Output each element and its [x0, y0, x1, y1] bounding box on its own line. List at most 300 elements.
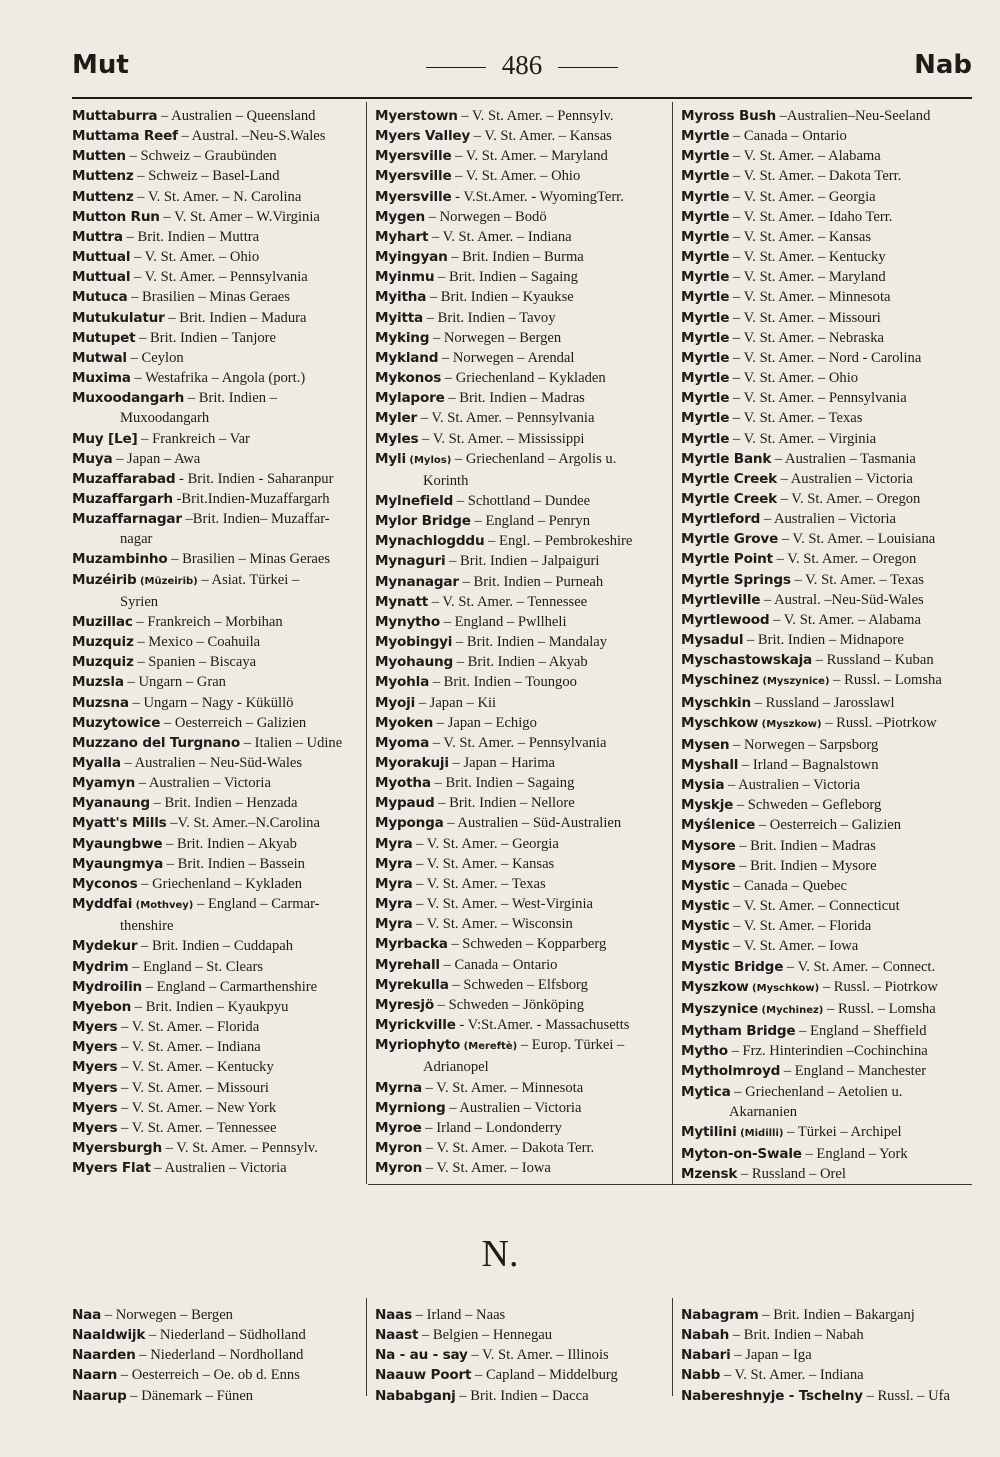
entry-location: – Russl. – Ufa — [862, 1387, 951, 1404]
entry-headword: Myler — [375, 410, 417, 427]
gazetteer-entry — [681, 1021, 973, 1041]
gazetteer-entry — [681, 489, 973, 509]
entry-headword: Myrtle — [681, 269, 730, 286]
entry-location: – V. St. Amer. – Minnesota — [421, 1079, 584, 1096]
header-dash-left — [426, 67, 486, 68]
entry-location: – V. St. Amer. – Louisiana — [778, 531, 936, 548]
entry-headword: Muttual — [72, 249, 131, 266]
entry-headword: Naarup — [72, 1387, 127, 1404]
entry-location: – Russland – Orel — [737, 1166, 846, 1183]
gazetteer-entry — [681, 1082, 973, 1122]
entry-location: – Irland – Londonderry — [421, 1119, 562, 1136]
gazetteer-entry — [72, 1138, 364, 1158]
gazetteer-entry — [375, 1365, 667, 1385]
gazetteer-entry — [681, 126, 973, 146]
gazetteer-entry — [375, 328, 667, 348]
entry-location: – Brit. Indien – Madras — [444, 390, 585, 407]
entry-headword: Mytilini — [681, 1123, 737, 1140]
entry-headword: Myresjö — [375, 996, 435, 1013]
gazetteer-entry — [72, 1037, 364, 1057]
entry-headword: Mytham Bridge — [681, 1023, 796, 1040]
entry-headword: Myrtle Springs — [681, 571, 791, 588]
section-letter-n: N. — [481, 1233, 519, 1275]
entry-headword: Mylapore — [375, 390, 445, 407]
entry-location: – Russland – Jarosslawl — [751, 694, 895, 711]
entry-headword: Mydekur — [72, 938, 138, 955]
entry-location: – V. St. Amer. – Nebraska — [729, 329, 884, 346]
entry-headword: Myers — [72, 1019, 118, 1036]
entry-location: – V. St. Amer. – Minnesota — [729, 289, 891, 306]
entry-headword: Muttaburra — [72, 108, 158, 124]
entry-location: – V. St. Amer. – Dakota Terr. — [729, 168, 902, 185]
entry-headword: Mynytho — [375, 613, 441, 630]
entry-location: – Australien – Victoria — [776, 470, 913, 487]
entry-location: – Schottland – Dundee — [453, 492, 591, 509]
entry-headword: Myrtleville — [681, 591, 761, 608]
entry-location: – V. St. Amer. – Georgia — [412, 835, 559, 852]
entry-location: – V. St. Amer. – Texas — [729, 410, 863, 427]
entry-headword: Myross Bush — [681, 108, 776, 124]
entry-headword: Muzsna — [72, 694, 129, 711]
entry-location: – V. St. Amer. – Kentucky — [117, 1059, 274, 1076]
gazetteer-entry — [72, 632, 364, 652]
entry-location: – Canada – Ontario — [439, 956, 558, 973]
gazetteer-entry — [72, 773, 364, 793]
gazetteer-entry — [375, 672, 667, 692]
entry-headword: Myerstown — [375, 108, 458, 124]
entry-headword: Myddfai — [72, 896, 133, 913]
gazetteer-entry — [375, 368, 667, 388]
entry-location: – V. St. Amer. – Kentucky — [729, 249, 886, 266]
gazetteer-entry — [375, 1098, 667, 1118]
entry-headword: Myers — [72, 1039, 118, 1056]
entry-alternate-name: (Mereftè) — [460, 1041, 518, 1053]
entry-headword: Myers Flat — [72, 1160, 151, 1177]
gazetteer-entry — [72, 368, 364, 388]
entry-headword: Myrniong — [375, 1099, 446, 1116]
entry-location: – Norwegen – Bergen — [429, 329, 562, 346]
gazetteer-entry — [681, 1164, 973, 1184]
entry-location: -Brit.Indien-Muzaffargarh — [172, 490, 330, 507]
entry-headword: Myrtle — [681, 309, 730, 326]
entry-location: – Norwegen – Arendal — [438, 349, 575, 366]
gazetteer-entry — [375, 408, 667, 428]
gazetteer-entry — [72, 166, 364, 186]
entry-headword: Mystic — [681, 898, 730, 915]
entry-location: – Griechenland – Kykladen — [137, 875, 303, 892]
entry-headword: Nabah — [681, 1327, 730, 1344]
entry-location: – Brit. Indien – Mysore — [735, 857, 877, 874]
entry-location: – V. St. Amer. – Pennsylvania — [729, 390, 907, 407]
entry-headword: Muttual — [72, 269, 131, 286]
entry-headword: Myra — [375, 835, 413, 852]
entry-headword: Nabb — [681, 1367, 721, 1384]
gazetteer-entry — [681, 1061, 973, 1081]
entry-location: – V. St. Amer. – Wisconsin — [412, 916, 573, 933]
entry-headword: Myrekulla — [375, 976, 449, 993]
entry-location: – Russl. – Piotrkow — [819, 978, 938, 995]
gazetteer-entry — [375, 166, 667, 186]
gazetteer-entry — [72, 813, 364, 833]
entry-location: – Russl. – Lomsha — [829, 672, 942, 689]
entry-headword: Myschastowskaja — [681, 652, 813, 669]
entry-location: – Brit. Indien – Muttra — [122, 228, 260, 245]
entry-continuation: Akarnanien — [729, 1103, 798, 1120]
gazetteer-entry — [375, 693, 667, 713]
entry-location: – Australien – Neu-Süd-Wales — [120, 755, 303, 771]
entry-location: – V. St. Amer. – Iowa — [422, 1160, 551, 1177]
entry-location: – V. St. Amer. – Tennessee — [428, 593, 588, 610]
entry-headword: Mykland — [375, 349, 439, 366]
entry-location: – Capland – Middelburg — [471, 1367, 618, 1384]
entry-headword: Mynatt — [375, 593, 429, 610]
entry-headword: Mutukulatur — [72, 309, 165, 326]
gazetteer-entry — [681, 1386, 973, 1406]
entry-location: – Dänemark – Fünen — [126, 1387, 254, 1404]
entry-location: – V. St. Amer. – Indiana — [117, 1039, 261, 1056]
gazetteer-entry — [375, 388, 667, 408]
gazetteer-entry — [375, 1386, 667, 1406]
gazetteer-entry — [72, 977, 364, 997]
gazetteer-entry — [681, 1345, 973, 1365]
entry-headword: Myrtle — [681, 410, 730, 427]
entry-headword: Myinmu — [375, 269, 435, 286]
gazetteer-entry — [375, 652, 667, 672]
gazetteer-entry — [681, 815, 973, 835]
entry-location: – V. St. Amer. – New York — [117, 1099, 277, 1116]
entry-headword: Myingyan — [375, 249, 448, 266]
entry-location: – Brit. Indien – Akyab — [162, 835, 297, 852]
gazetteer-entry — [72, 267, 364, 287]
entry-headword: Mutuca — [72, 289, 128, 306]
entry-location: – Schweiz – Basel-Land — [133, 168, 280, 185]
gazetteer-entry — [681, 388, 973, 408]
entry-location: – V. St. Amer. – Alabama — [769, 611, 921, 628]
entry-headword: Myrtle — [681, 249, 730, 266]
entry-headword: Muttra — [72, 228, 123, 245]
entry-location: – England – Penryn — [470, 513, 591, 530]
gazetteer-entry — [72, 957, 364, 977]
gazetteer-entry — [681, 187, 973, 207]
entry-headword: Muttama Reef — [72, 128, 178, 145]
entry-location: – Schweden – Jönköping — [434, 996, 584, 1013]
entry-location: - V:St.Amer. - Massachusetts — [455, 1017, 630, 1034]
entry-headword: Myron — [375, 1160, 423, 1177]
entry-headword: Myszynice — [681, 1000, 759, 1017]
gazetteer-entry — [72, 187, 364, 207]
entry-location: – Spanien – Biscaya — [133, 654, 257, 671]
entry-headword: Myra — [375, 875, 413, 892]
entry-continuation: thenshire — [120, 918, 174, 935]
entry-alternate-name: (Myschkow) — [748, 982, 820, 994]
entry-location: – Brit. Indien – Kyaukse — [426, 289, 574, 306]
entry-headword: Myponga — [375, 815, 444, 832]
gazetteer-entry — [681, 328, 973, 348]
entry-location: – V. St. Amer. – Ohio — [130, 249, 260, 266]
n-column-divider-2 — [672, 1298, 673, 1396]
entry-location: – V. St. Amer. – Ohio — [451, 168, 581, 185]
entry-headword: Muzambinho — [72, 551, 168, 568]
gazetteer-entry — [681, 469, 973, 489]
entry-headword: Mykonos — [375, 370, 442, 387]
gazetteer-entry — [72, 652, 364, 672]
entry-location: – Australien – Tasmania — [771, 450, 916, 467]
entry-headword: Myamyn — [72, 775, 136, 792]
entry-location: – Griechenland – Aetolien u. — [730, 1083, 903, 1100]
entry-headword: Muzaffargarh — [72, 490, 173, 507]
column-2 — [375, 106, 667, 1178]
gazetteer-entry — [681, 549, 973, 569]
entry-location: – Schweiz – Graubünden — [125, 148, 277, 165]
entry-location: – Niederland – Südholland — [145, 1327, 306, 1344]
entry-headword: Mysen — [681, 736, 730, 753]
entry-location: – Schweden – Kopparberg — [447, 936, 607, 953]
gazetteer-entry — [375, 1345, 667, 1365]
gazetteer-entry — [375, 207, 667, 227]
entry-headword: Myrtle — [681, 289, 730, 306]
gazetteer-entry — [681, 146, 973, 166]
gazetteer-entry — [72, 733, 364, 753]
gazetteer-entry — [681, 693, 973, 713]
gazetteer-entry — [375, 934, 667, 954]
entry-headword: Myotha — [375, 775, 431, 792]
gazetteer-entry — [681, 106, 973, 126]
gazetteer-entry — [681, 227, 973, 247]
entry-headword: Myconos — [72, 875, 138, 892]
entry-location: – England – Manchester — [780, 1063, 927, 1080]
gazetteer-entry — [72, 287, 364, 307]
entry-location: – Brit. Indien – Nabah — [729, 1327, 864, 1344]
entry-headword: Myebon — [72, 998, 132, 1015]
entry-location: – Brit. Indien – — [184, 390, 277, 407]
column-1 — [72, 106, 364, 1178]
gazetteer-entry — [72, 146, 364, 166]
gazetteer-entry — [681, 713, 973, 735]
n-column-2 — [375, 1305, 667, 1406]
entry-headword: Myrtle — [681, 370, 730, 387]
entry-location: – Schweden – Elfsborg — [448, 976, 588, 993]
entry-location: – V. St. Amer. – Virginia — [729, 430, 877, 447]
entry-location: – England – Sheffield — [795, 1023, 927, 1040]
gazetteer-entry — [681, 735, 973, 755]
gazetteer-entry — [681, 1365, 973, 1385]
entry-headword: Mutwal — [72, 349, 127, 366]
entry-headword: Myking — [375, 329, 430, 346]
column-bottom-rule-3 — [672, 1184, 972, 1185]
gazetteer-entry — [681, 509, 973, 529]
entry-location: – Brasilien – Minas Geraes — [127, 289, 290, 306]
gazetteer-entry — [72, 388, 364, 428]
gazetteer-entry — [72, 1098, 364, 1118]
entry-location: – Brit. Indien – Bassein — [163, 855, 305, 872]
entry-location: – Russl. – Lomsha — [823, 1000, 936, 1017]
entry-location: – Australien – Victoria — [150, 1160, 287, 1177]
entry-headword: Myrtle — [681, 329, 730, 346]
gazetteer-entry — [72, 489, 364, 509]
entry-headword: Nabagram — [681, 1307, 759, 1323]
gazetteer-entry — [72, 549, 364, 569]
entry-location: – Australien – Victoria — [445, 1099, 582, 1116]
gazetteer-entry — [72, 227, 364, 247]
gazetteer-entry — [72, 672, 364, 692]
entry-headword: Myitha — [375, 289, 427, 306]
entry-location: – England – Carmarthenshire — [142, 978, 318, 995]
gazetteer-entry — [72, 308, 364, 328]
gazetteer-entry — [72, 753, 364, 773]
entry-headword: Myers Valley — [375, 128, 471, 145]
gazetteer-entry — [72, 1078, 364, 1098]
column-bottom-rule-2 — [368, 1184, 672, 1185]
entry-location: – Japan – Iga — [730, 1347, 812, 1364]
entry-location: – Irland – Bagnalstown — [738, 757, 879, 773]
entry-headword: Myrtle Grove — [681, 531, 779, 548]
entry-continuation: Syrien — [120, 593, 159, 610]
gazetteer-entry — [375, 247, 667, 267]
gazetteer-entry — [681, 670, 973, 692]
entry-location: – England – Carmar- — [193, 896, 320, 913]
entry-headword: Mutupet — [72, 329, 136, 346]
entry-headword: Myoken — [375, 714, 434, 731]
entry-location: – Brit. Indien – Madura — [164, 309, 307, 326]
entry-location: – Russl. –Piotrkow — [821, 714, 937, 731]
entry-location: – V. St. Amer. – Pennsylvania — [130, 269, 308, 286]
entry-headword: Myrtleford — [681, 511, 761, 528]
entry-headword: Muzytowice — [72, 714, 161, 731]
gazetteer-entry — [375, 1015, 667, 1035]
entry-headword: Myohaung — [375, 654, 454, 671]
gazetteer-entry — [681, 775, 973, 795]
entry-location: – Japan – Kii — [415, 694, 497, 711]
entry-location: – Australien – Victoria — [135, 775, 271, 792]
entry-location: – V. St. Amer. – Mississippi — [418, 430, 585, 447]
column-3 — [681, 106, 973, 1184]
entry-headword: Myrtle — [681, 349, 730, 366]
entry-location: – Brit. Indien – Sagaing — [434, 269, 578, 286]
gazetteer-entry — [375, 894, 667, 914]
entry-location: – V. St. Amer. – Pennsylvania — [429, 734, 607, 751]
gazetteer-entry — [681, 368, 973, 388]
entry-headword: Mytholmroyd — [681, 1063, 781, 1080]
entry-location: – Norwegen – Sarpsborg — [729, 736, 879, 753]
entry-location: – V. St. Amer – W.Virginia — [159, 208, 320, 225]
entry-location: - Brit. Indien - Saharanpur — [175, 470, 334, 487]
entry-headword: Myersville — [375, 168, 452, 185]
entry-location: – England – St. Clears — [128, 958, 264, 975]
gazetteer-entry — [72, 713, 364, 733]
entry-location: – V. St. Amer. – Dakota Terr. — [422, 1139, 595, 1156]
entry-location: – V. St. Amer. – Florida — [729, 918, 872, 935]
entry-headword: Na - au - say — [375, 1347, 468, 1364]
entry-headword: Myers — [72, 1119, 118, 1136]
gazetteer-entry — [375, 1118, 667, 1138]
entry-location: – Japan – Awa — [112, 450, 201, 467]
entry-location: – Australien – Victoria — [724, 777, 861, 794]
entry-headword: Naa — [72, 1307, 102, 1323]
entry-headword: Mystic — [681, 877, 730, 894]
entry-headword: Mysore — [681, 857, 736, 874]
entry-headword: Mystic — [681, 918, 730, 935]
entry-headword: Myrtle — [681, 148, 730, 165]
column-divider-2 — [672, 102, 673, 1184]
gazetteer-entry — [681, 267, 973, 287]
entry-location: – Japan – Echigo — [433, 714, 537, 731]
entry-location: – Australien – Victoria — [760, 511, 897, 528]
gazetteer-entry — [72, 106, 364, 126]
entry-location: – Frz. Hinterindien –Cochinchina — [727, 1043, 928, 1060]
gazetteer-entry — [72, 894, 364, 936]
entry-location: –Australien–Neu-Seeland — [775, 108, 931, 124]
entry-location: – Australien – Queensland — [157, 108, 316, 124]
entry-headword: Myrtle — [681, 430, 730, 447]
entry-location: – V. St. Amer. – West-Virginia — [412, 896, 593, 913]
entry-headword: Naauw Poort — [375, 1367, 472, 1384]
entry-headword: Myersburgh — [72, 1139, 162, 1156]
entry-headword: Myitta — [375, 309, 424, 326]
gazetteer-entry — [375, 267, 667, 287]
entry-headword: Myrtle — [681, 168, 730, 185]
gazetteer-entry — [681, 650, 973, 670]
gazetteer-entry — [681, 1144, 973, 1164]
entry-location: – Oesterreich – Oe. ob d. Enns — [117, 1367, 300, 1384]
entry-location: – Brit. Indien – Purneah — [458, 573, 604, 590]
gazetteer-entry — [681, 449, 973, 469]
entry-location: – V. St. Amer. – Kansas — [412, 855, 555, 872]
gazetteer-entry — [375, 753, 667, 773]
entry-headword: Mystic — [681, 938, 730, 955]
gazetteer-entry — [375, 793, 667, 813]
gazetteer-entry — [72, 328, 364, 348]
entry-headword: Myoji — [375, 694, 416, 711]
entry-headword: Myrtlewood — [681, 611, 770, 628]
entry-location: – Brit. Indien – Madras — [735, 837, 876, 854]
entry-alternate-name: (Mothvey) — [132, 900, 194, 912]
entry-continuation: Adrianopel — [423, 1059, 489, 1076]
gazetteer-entry — [681, 630, 973, 650]
entry-headword: Mydrim — [72, 958, 129, 975]
entry-location: – Brit. Indien – Dacca — [455, 1387, 589, 1404]
entry-headword: Myślenice — [681, 817, 756, 834]
gazetteer-entry — [375, 773, 667, 793]
entry-headword: Myers — [72, 1059, 118, 1076]
gazetteer-entry — [375, 227, 667, 247]
entry-location: – Brit. Indien – Jalpaiguri — [445, 553, 600, 570]
entry-location: – Japan – Harima — [448, 755, 556, 771]
gazetteer-entry — [72, 207, 364, 227]
entry-headword: Muxoodangarh — [72, 390, 185, 407]
entry-location: – Canada – Ontario — [729, 128, 847, 145]
gazetteer-entry — [681, 610, 973, 630]
gazetteer-entry — [72, 247, 364, 267]
gazetteer-entry — [72, 509, 364, 549]
entry-headword: Myoma — [375, 734, 430, 751]
entry-alternate-name: (Mychinez) — [758, 1004, 824, 1016]
entry-location: – V. St. Amer. – Maryland — [451, 148, 608, 165]
entry-location: – V. St. Amer. – Maryland — [729, 269, 886, 286]
entry-headword: Myaungbwe — [72, 835, 163, 852]
entry-location: – Norwegen – Bergen — [101, 1307, 233, 1323]
entry-headword: Naaldwijk — [72, 1327, 146, 1344]
gazetteer-entry — [72, 449, 364, 469]
entry-headword: Naarden — [72, 1347, 136, 1364]
entry-headword: Myton-on-Swale — [681, 1145, 802, 1162]
entry-headword: Mytica — [681, 1083, 731, 1100]
entry-headword: Myrtle Creek — [681, 490, 777, 507]
entry-location: – Ungarn – Gran — [123, 674, 226, 691]
entry-headword: Muzsla — [72, 674, 124, 691]
entry-location: – England – York — [801, 1145, 908, 1162]
gazetteer-entry — [681, 348, 973, 368]
gazetteer-entry — [375, 813, 667, 833]
